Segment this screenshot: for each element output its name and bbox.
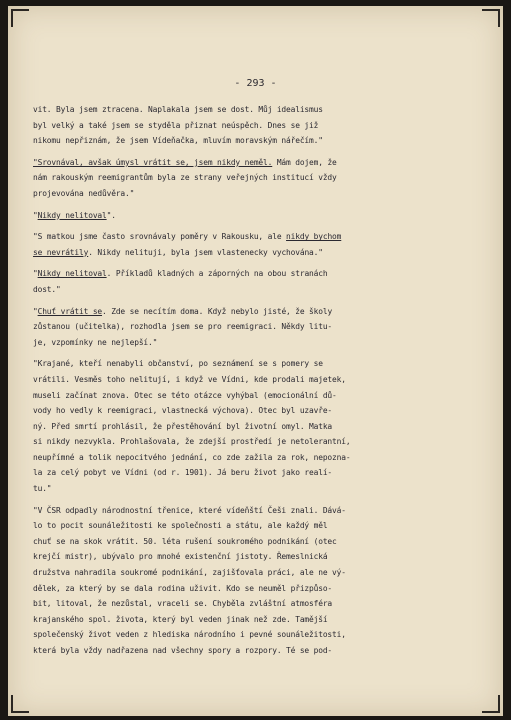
- text-line: [33, 245, 498, 261]
- underlined-text: se nevrátily: [33, 247, 89, 257]
- text-segment: zůstanou (učitelka), rozhodla jsem se pro reemigraci. Někdy litu-: [33, 322, 333, 332]
- text-segment: la za celý pobyt ve Vídni (od r. 1901). Já beru život jako realí-: [33, 468, 333, 478]
- text-segment: která byla vždy nadřazena nad všechny spory a rozpory. Té se pod-: [33, 646, 333, 655]
- text-segment: krejčí mistr), ubývalo pro mnohé existenční jistoty. Řemeslnická: [33, 552, 328, 562]
- paragraph: [33, 503, 498, 659]
- text-line: [33, 596, 498, 612]
- text-line: [33, 282, 498, 298]
- page-number: - 293 -: [234, 78, 277, 89]
- text-line: [33, 419, 498, 435]
- document-body: [33, 102, 498, 665]
- text-line: [33, 534, 498, 550]
- text-segment: krajanského spol. života, který byl veden jinak než zde. Tamější: [33, 614, 328, 624]
- text-line: [33, 565, 498, 581]
- text-line: [33, 155, 498, 171]
- text-line: [33, 356, 498, 372]
- text-line: [33, 465, 498, 481]
- paragraph: [33, 229, 498, 260]
- text-segment: Mám dojem, že: [272, 157, 337, 167]
- underlined-text: Chuť vrátit se: [37, 306, 103, 316]
- text-segment: "S matkou jsme často srovnávaly poměry v Rakousku, ale: [33, 232, 287, 242]
- text-segment: ".: [106, 210, 116, 220]
- underlined-text: "Srovnával, avšak úmysl vrátit se, jsem nikdy neměl.: [33, 157, 273, 167]
- paragraph: [33, 208, 498, 224]
- text-line: [33, 372, 498, 388]
- text-line: [33, 208, 498, 224]
- text-segment: vit. Byla jsem ztracena. Naplakala jsem se dost. Můj idealismus: [33, 105, 323, 114]
- text-segment: je, vzpomínky ne nejlepší.": [33, 337, 158, 347]
- text-segment: "V ČSR odpadly národnostní třenice, které vídeňští Češi znali. Dává-: [33, 505, 346, 515]
- underlined-text: Nikdy nelitoval: [37, 269, 107, 279]
- corner-mark: [11, 695, 29, 713]
- text-line: [33, 304, 498, 320]
- text-line: [33, 627, 498, 643]
- text-segment: projevována nedůvěra.": [33, 188, 135, 198]
- text-segment: byl velký a také jsem se styděla přiznat neúspěch. Dnes se již: [33, 120, 319, 130]
- text-line: [33, 388, 498, 404]
- underlined-text: nikdy bychom: [286, 232, 342, 242]
- text-line: [33, 503, 498, 519]
- text-segment: neupřímné a tolik nepocitvého jednání, co zde zažila za rok, nepozna-: [33, 452, 351, 462]
- paragraph: [33, 266, 498, 297]
- text-segment: "Krajané, kteří nenabyli občanství, po seznámení se s pomery se: [33, 359, 323, 369]
- text-segment: vody ho vedly k reemigraci, vlastnecká výchova). Otec byl uzavře-: [33, 406, 333, 416]
- corner-mark: [482, 695, 500, 713]
- text-line: [33, 434, 498, 450]
- text-line: [33, 229, 498, 245]
- text-segment: dělek, za který by se dala rodina uživit. Kdo se neuměl přizpůso-: [33, 583, 333, 593]
- text-segment: dost.": [33, 284, 61, 294]
- text-line: [33, 266, 498, 282]
- text-segment: tu.": [33, 484, 52, 494]
- text-line: [33, 133, 498, 149]
- text-segment: lo to pocit sounáležitosti ke společnosti a státu, ale každý měl: [33, 521, 328, 531]
- underlined-text: Nikdy nelitoval: [37, 210, 107, 220]
- document-page: [8, 6, 503, 716]
- paragraph: [33, 155, 498, 202]
- text-segment: nám rakouským reemigrantům byla ze strany veřejných institucí vždy: [33, 173, 337, 183]
- text-segment: ": [33, 269, 38, 279]
- text-segment: bit, litoval, že nezůstal, vraceli se. Chyběla zvláštní atmosféra: [33, 599, 333, 609]
- text-segment: ný. Před smrtí prohlásil, že přestěhování byl životní omyl. Matka: [33, 421, 333, 431]
- paragraph: [33, 304, 498, 351]
- text-line: [33, 581, 498, 597]
- text-segment: ": [33, 210, 38, 220]
- text-line: [33, 319, 498, 335]
- text-line: [33, 170, 498, 186]
- text-line: [33, 518, 498, 534]
- text-segment: si nikdy nezvykla. Prohlašovala, že zdejší prostředí je netolerantní,: [33, 437, 351, 447]
- text-line: [33, 549, 498, 565]
- text-line: [33, 118, 498, 134]
- text-segment: museli začínat znova. Otec se této otázce vyhýbal (emocionální dů-: [33, 390, 337, 400]
- text-line: [33, 612, 498, 628]
- corner-mark: [482, 9, 500, 27]
- text-segment: . Nikdy nelituji, byla jsem vlastenecky vychována.": [88, 247, 323, 257]
- text-segment: chuť se na skok vrátit. 50. léta rušení soukromého podnikání (otec: [33, 536, 337, 546]
- paragraph: [33, 356, 498, 496]
- text-line: [33, 403, 498, 419]
- corner-mark: [11, 9, 29, 27]
- text-line: [33, 186, 498, 202]
- paragraph: [33, 102, 498, 149]
- text-line: [33, 481, 498, 497]
- text-line: [33, 335, 498, 351]
- text-segment: . Zde se necítím doma. Když nebylo jisté, že školy: [102, 306, 333, 316]
- text-segment: ": [33, 306, 38, 316]
- text-segment: . Příkladů kladných a záporných na obou stranách: [106, 269, 328, 279]
- text-segment: vrátili. Vesměs toho nelitují, i když ve Vídni, kde prodali majetek,: [33, 374, 346, 384]
- text-segment: družstva nahradila soukromé podnikání, zajišťovala práci, ale ne vý-: [33, 568, 346, 578]
- text-line: [33, 450, 498, 466]
- text-segment: nikomu nepřiznám, že jsem Vídeňačka, mluvím moravským nářečím.": [33, 136, 323, 146]
- text-line: [33, 102, 498, 118]
- text-segment: společenský život veden z hlediska národního i pevné sounáležitosti,: [33, 630, 346, 640]
- text-line: [33, 643, 498, 659]
